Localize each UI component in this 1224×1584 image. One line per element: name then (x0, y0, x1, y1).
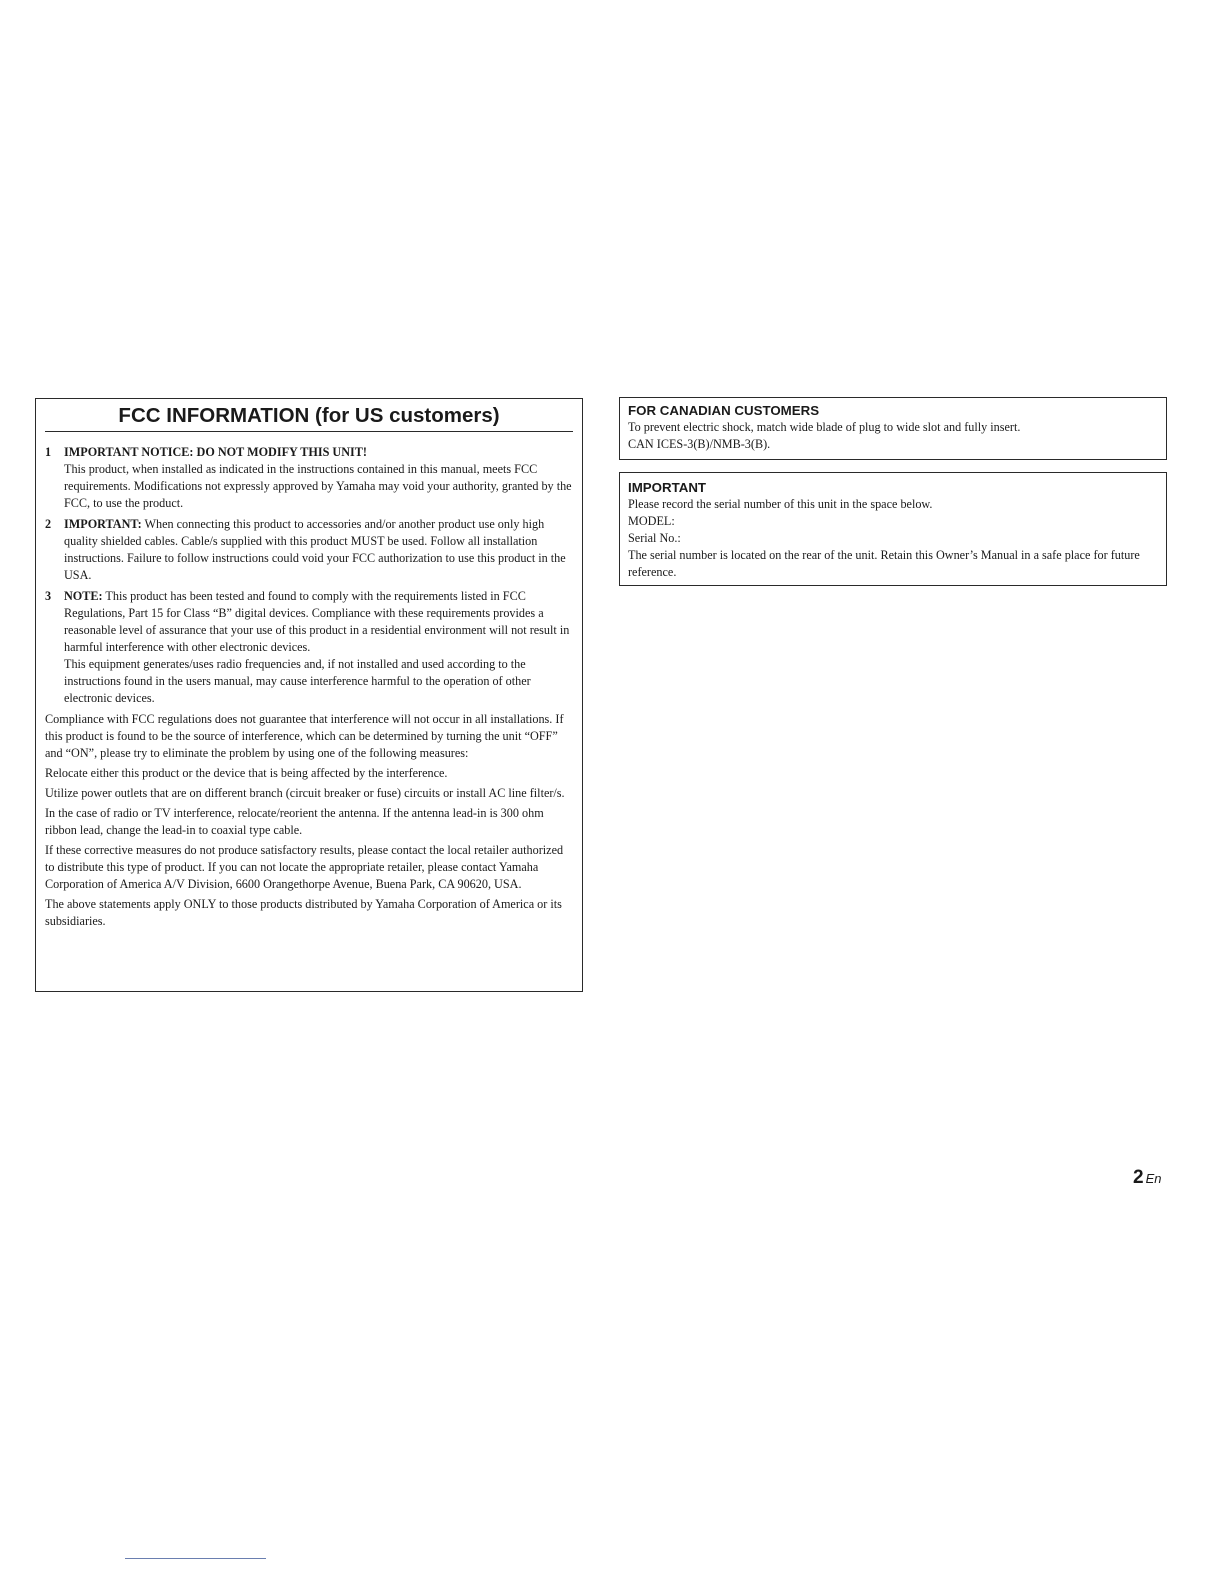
page-number-value: 2 (1133, 1167, 1144, 1188)
canadian-customers-box (619, 397, 1167, 460)
page-number (1133, 1166, 1161, 1191)
item-heading: NOTE: (64, 589, 103, 603)
model-label: MODEL: (628, 514, 675, 528)
fcc-paragraph: Utilize power outlets that are on different branch (circuit breaker or fuse) circuits or install AC line filter/s. (45, 786, 565, 800)
fcc-item-2 (45, 516, 573, 584)
fcc-paragraph: If these corrective measures do not produce satisfactory results, please contact the local retailer authorized to distribute this type of product. If you can not locate the appropriate retailer, please contact Yamaha Corporation of America A/V Division, 6600 Orangethorpe Avenue, Buena Park, CA 90620, USA. (45, 843, 564, 891)
important-line: Please record the serial number of this unit in the space below. (628, 497, 933, 511)
item-text (64, 444, 573, 461)
item-lead: This product has been tested and found to comply with the requirements listed in FCC Regulations, Part 15 for Class “B” digital devices. Compliance with these requirements provides a reasonable level of assurance that your use of this product in a residential environment will not result in harmful interference with other electronic devices. (64, 589, 570, 654)
fcc-paragraph: In the case of radio or TV interference, relocate/reorient the antenna. If the antenna lead-in is 300 ohm ribbon lead, change the lead-in to coaxial type cable. (45, 806, 544, 837)
item-paragraph: This equipment generates/uses radio frequencies and, if not installed and used according to the instructions found in the users manual, may cause interference harmful to the operation of other electronic devices. (64, 657, 531, 705)
fcc-item-1 (45, 444, 573, 512)
fcc-title: FCC INFORMATION (for US customers) (45, 403, 573, 432)
important-line: The serial number is located on the rear of the unit. Retain this Owner’s Manual in a safe place for future reference. (628, 548, 1140, 579)
canadian-title: FOR CANADIAN CUSTOMERS (628, 403, 820, 418)
item-text (64, 588, 573, 656)
item-number: 2 (45, 517, 52, 531)
fcc-paragraph: Relocate either this product or the device that is being affected by the interference. (45, 766, 448, 780)
important-box (619, 472, 1167, 586)
item-heading: IMPORTANT NOTICE: DO NOT MODIFY THIS UNIT! (64, 445, 367, 459)
item-paragraph: This product, when installed as indicated in the instructions contained in this manual, meets FCC requirements. Modifications not expressly approved by Yamaha may void your authority, granted by the FCC, to use the product. (64, 462, 572, 510)
item-lead: When connecting this product to accessories and/or another product use only high quality shielded cables. Cable/s supplied with this product MUST be used. Follow all installation instructions. Failure to follow instructions could void your FCC authorization to use this product in the USA. (64, 517, 566, 582)
page-language: En (1145, 1171, 1162, 1186)
fcc-paragraph: The above statements apply ONLY to those products distributed by Yamaha Corporation of America or its subsidiaries. (45, 897, 562, 928)
important-title: IMPORTANT (628, 480, 707, 495)
bottom-divider (125, 1558, 266, 1559)
fcc-item-3 (45, 588, 573, 707)
fcc-paragraph: Compliance with FCC regulations does not guarantee that interference will not occur in all installations. If this product is found to be the source of interference, which can be determined by turning the unit “OFF” and “ON”, please try to eliminate the problem by using one of the following measures: (45, 712, 564, 760)
item-number: 1 (45, 445, 52, 459)
fcc-notice-list (45, 444, 573, 707)
canadian-line: To prevent electric shock, match wide blade of plug to wide slot and fully insert. (628, 420, 1021, 434)
item-number: 3 (45, 589, 52, 603)
fcc-information-box (35, 398, 583, 992)
canadian-line: CAN ICES-3(B)/NMB-3(B). (628, 437, 771, 451)
item-text (64, 516, 573, 584)
serial-label: Serial No.: (628, 531, 681, 545)
item-heading: IMPORTANT: (64, 517, 142, 531)
